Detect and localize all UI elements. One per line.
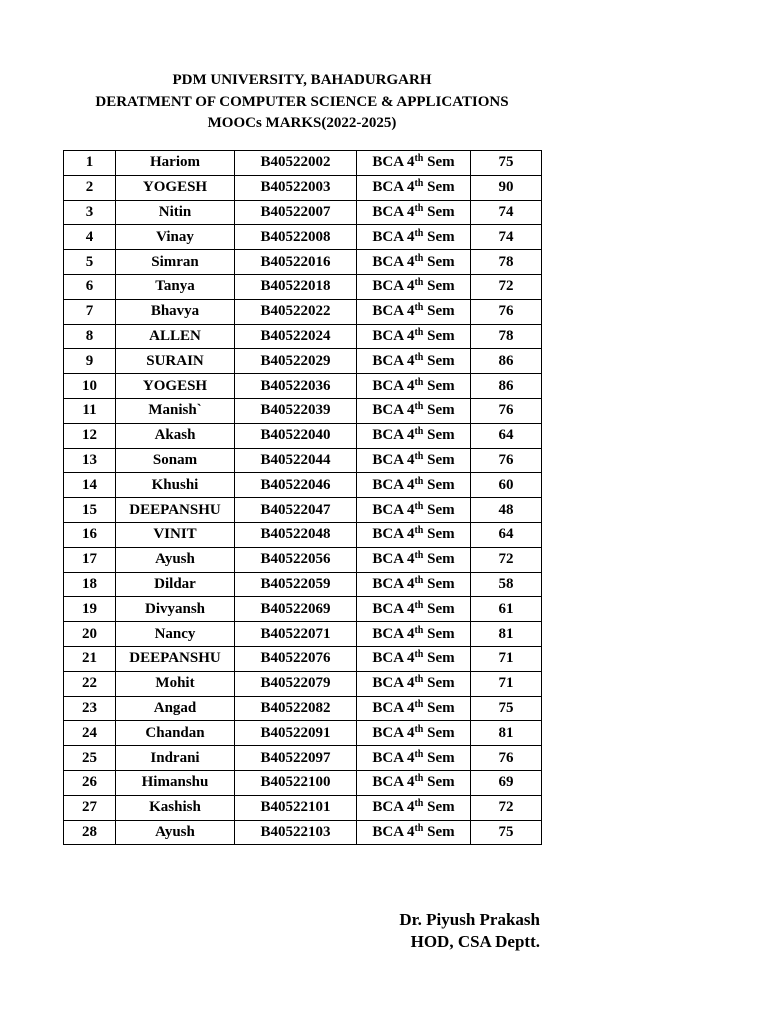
- class-cell: [357, 597, 471, 622]
- marks-cell: 86: [471, 374, 542, 399]
- marks-cell: 86: [471, 349, 542, 374]
- class-prefix: BCA 4: [372, 303, 415, 320]
- student-name-cell: Indrani: [116, 746, 235, 771]
- marks-table-body: [64, 151, 542, 845]
- student-name-cell: YOGESH: [116, 374, 235, 399]
- document-header: [0, 70, 604, 135]
- student-name-cell: SURAIN: [116, 349, 235, 374]
- signatory-name: Dr. Piyush Prakash: [399, 910, 540, 929]
- roll-number-cell: B40522101: [235, 795, 357, 820]
- roll-number-cell: B40522040: [235, 423, 357, 448]
- serial-number-cell: 28: [64, 820, 116, 845]
- table-row: [64, 622, 542, 647]
- marks-cell: 76: [471, 746, 542, 771]
- serial-number-cell: 12: [64, 423, 116, 448]
- roll-number-cell: B40522036: [235, 374, 357, 399]
- class-cell: [357, 175, 471, 200]
- student-name-cell: Kashish: [116, 795, 235, 820]
- class-cell: [357, 721, 471, 746]
- class-superscript: th: [414, 798, 424, 810]
- class-suffix: Sem: [423, 253, 455, 270]
- roll-number-cell: B40522024: [235, 324, 357, 349]
- class-superscript: th: [414, 252, 424, 264]
- class-suffix: Sem: [423, 402, 455, 419]
- class-prefix: BCA 4: [372, 749, 415, 766]
- class-superscript: th: [414, 822, 424, 834]
- class-superscript: th: [414, 401, 424, 413]
- class-prefix: BCA 4: [372, 575, 415, 592]
- student-name-cell: Akash: [116, 423, 235, 448]
- class-cell: [357, 746, 471, 771]
- roll-number-cell: B40522047: [235, 498, 357, 523]
- class-cell: [357, 299, 471, 324]
- class-cell: [357, 795, 471, 820]
- table-row: [64, 795, 542, 820]
- class-superscript: th: [414, 599, 424, 611]
- class-cell: [357, 820, 471, 845]
- student-name-cell: Nancy: [116, 622, 235, 647]
- class-suffix: Sem: [423, 600, 455, 617]
- document-title: MOOCs MARKS(2022-2025): [207, 115, 397, 131]
- class-superscript: th: [414, 624, 424, 636]
- class-prefix: BCA 4: [372, 427, 415, 444]
- student-name-cell: VINIT: [116, 522, 235, 547]
- student-name-cell: Vinay: [116, 225, 235, 250]
- marks-cell: 76: [471, 299, 542, 324]
- class-cell: [357, 225, 471, 250]
- roll-number-cell: B40522097: [235, 746, 357, 771]
- class-prefix: BCA 4: [372, 253, 415, 270]
- student-name-cell: YOGESH: [116, 175, 235, 200]
- class-superscript: th: [414, 649, 424, 661]
- student-name-cell: Mohit: [116, 671, 235, 696]
- class-suffix: Sem: [423, 179, 455, 196]
- student-name-cell: DEEPANSHU: [116, 646, 235, 671]
- marks-cell: 61: [471, 597, 542, 622]
- class-prefix: BCA 4: [372, 675, 415, 692]
- class-suffix: Sem: [423, 551, 455, 568]
- class-suffix: Sem: [423, 228, 455, 245]
- class-cell: [357, 324, 471, 349]
- student-name-cell: Khushi: [116, 473, 235, 498]
- student-name-cell: Simran: [116, 250, 235, 275]
- serial-number-cell: 5: [64, 250, 116, 275]
- marks-cell: 71: [471, 646, 542, 671]
- student-name-cell: Chandan: [116, 721, 235, 746]
- marks-cell: 78: [471, 324, 542, 349]
- student-name-cell: Bhavya: [116, 299, 235, 324]
- class-superscript: th: [414, 326, 424, 338]
- serial-number-cell: 13: [64, 448, 116, 473]
- class-prefix: BCA 4: [372, 352, 415, 369]
- student-name-cell: Divyansh: [116, 597, 235, 622]
- marks-cell: 90: [471, 175, 542, 200]
- class-prefix: BCA 4: [372, 823, 415, 840]
- roll-number-cell: B40522100: [235, 770, 357, 795]
- serial-number-cell: 19: [64, 597, 116, 622]
- student-name-cell: Sonam: [116, 448, 235, 473]
- class-superscript: th: [414, 153, 424, 165]
- roll-number-cell: B40522059: [235, 572, 357, 597]
- marks-cell: 48: [471, 498, 542, 523]
- class-cell: [357, 448, 471, 473]
- class-cell: [357, 646, 471, 671]
- serial-number-cell: 6: [64, 274, 116, 299]
- class-prefix: BCA 4: [372, 327, 415, 344]
- table-row: [64, 746, 542, 771]
- serial-number-cell: 3: [64, 200, 116, 225]
- class-cell: [357, 522, 471, 547]
- signatory-title: HOD, CSA Deptt.: [410, 932, 540, 951]
- class-prefix: BCA 4: [372, 551, 415, 568]
- class-superscript: th: [414, 550, 424, 562]
- roll-number-cell: B40522044: [235, 448, 357, 473]
- class-prefix: BCA 4: [372, 228, 415, 245]
- serial-number-cell: 15: [64, 498, 116, 523]
- table-row: [64, 423, 542, 448]
- class-cell: [357, 671, 471, 696]
- student-name-cell: Himanshu: [116, 770, 235, 795]
- class-cell: [357, 274, 471, 299]
- marks-cell: 75: [471, 820, 542, 845]
- roll-number-cell: B40522069: [235, 597, 357, 622]
- class-prefix: BCA 4: [372, 154, 415, 171]
- class-suffix: Sem: [423, 303, 455, 320]
- table-row: [64, 274, 542, 299]
- class-cell: [357, 349, 471, 374]
- class-suffix: Sem: [423, 451, 455, 468]
- serial-number-cell: 24: [64, 721, 116, 746]
- table-row: [64, 448, 542, 473]
- class-prefix: BCA 4: [372, 774, 415, 791]
- class-prefix: BCA 4: [372, 650, 415, 667]
- marks-cell: 72: [471, 274, 542, 299]
- class-suffix: Sem: [423, 154, 455, 171]
- class-cell: [357, 473, 471, 498]
- class-prefix: BCA 4: [372, 724, 415, 741]
- table-row: [64, 721, 542, 746]
- serial-number-cell: 1: [64, 151, 116, 176]
- class-suffix: Sem: [423, 675, 455, 692]
- class-cell: [357, 572, 471, 597]
- serial-number-cell: 11: [64, 398, 116, 423]
- roll-number-cell: B40522008: [235, 225, 357, 250]
- roll-number-cell: B40522016: [235, 250, 357, 275]
- table-row: [64, 175, 542, 200]
- roll-number-cell: B40522079: [235, 671, 357, 696]
- roll-number-cell: B40522091: [235, 721, 357, 746]
- student-name-cell: ALLEN: [116, 324, 235, 349]
- class-superscript: th: [414, 723, 424, 735]
- serial-number-cell: 14: [64, 473, 116, 498]
- class-suffix: Sem: [423, 575, 455, 592]
- table-row: [64, 770, 542, 795]
- serial-number-cell: 25: [64, 746, 116, 771]
- table-row: [64, 646, 542, 671]
- student-name-cell: Ayush: [116, 547, 235, 572]
- class-superscript: th: [414, 475, 424, 487]
- student-name-cell: Ayush: [116, 820, 235, 845]
- roll-number-cell: B40522046: [235, 473, 357, 498]
- class-cell: [357, 498, 471, 523]
- student-name-cell: Tanya: [116, 274, 235, 299]
- student-name-cell: Angad: [116, 696, 235, 721]
- serial-number-cell: 7: [64, 299, 116, 324]
- serial-number-cell: 23: [64, 696, 116, 721]
- class-superscript: th: [414, 773, 424, 785]
- class-prefix: BCA 4: [372, 179, 415, 196]
- class-prefix: BCA 4: [372, 203, 415, 220]
- class-prefix: BCA 4: [372, 476, 415, 493]
- table-row: [64, 200, 542, 225]
- class-superscript: th: [414, 351, 424, 363]
- class-superscript: th: [414, 376, 424, 388]
- class-cell: [357, 622, 471, 647]
- class-suffix: Sem: [423, 476, 455, 493]
- class-suffix: Sem: [423, 650, 455, 667]
- marks-cell: 69: [471, 770, 542, 795]
- student-name-cell: Hariom: [116, 151, 235, 176]
- marks-cell: 78: [471, 250, 542, 275]
- class-cell: [357, 374, 471, 399]
- student-name-cell: Manish`: [116, 398, 235, 423]
- marks-cell: 74: [471, 225, 542, 250]
- serial-number-cell: 9: [64, 349, 116, 374]
- table-row: [64, 696, 542, 721]
- table-row: [64, 398, 542, 423]
- table-row: [64, 572, 542, 597]
- roll-number-cell: B40522056: [235, 547, 357, 572]
- marks-cell: 76: [471, 448, 542, 473]
- serial-number-cell: 2: [64, 175, 116, 200]
- table-row: [64, 324, 542, 349]
- class-cell: [357, 696, 471, 721]
- class-suffix: Sem: [423, 749, 455, 766]
- class-prefix: BCA 4: [372, 526, 415, 543]
- class-cell: [357, 200, 471, 225]
- class-prefix: BCA 4: [372, 501, 415, 518]
- roll-number-cell: B40522082: [235, 696, 357, 721]
- class-suffix: Sem: [423, 327, 455, 344]
- marks-cell: 81: [471, 721, 542, 746]
- marks-cell: 60: [471, 473, 542, 498]
- table-row: [64, 820, 542, 845]
- class-superscript: th: [414, 426, 424, 438]
- marks-cell: 76: [471, 398, 542, 423]
- table-row: [64, 597, 542, 622]
- table-row: [64, 250, 542, 275]
- marks-cell: 75: [471, 696, 542, 721]
- class-suffix: Sem: [423, 625, 455, 642]
- class-suffix: Sem: [423, 203, 455, 220]
- class-suffix: Sem: [423, 427, 455, 444]
- class-superscript: th: [414, 277, 424, 289]
- class-prefix: BCA 4: [372, 799, 415, 816]
- class-suffix: Sem: [423, 501, 455, 518]
- serial-number-cell: 27: [64, 795, 116, 820]
- serial-number-cell: 22: [64, 671, 116, 696]
- serial-number-cell: 18: [64, 572, 116, 597]
- marks-cell: 58: [471, 572, 542, 597]
- class-superscript: th: [414, 202, 424, 214]
- class-superscript: th: [414, 227, 424, 239]
- marks-cell: 75: [471, 151, 542, 176]
- class-suffix: Sem: [423, 278, 455, 295]
- class-cell: [357, 250, 471, 275]
- class-cell: [357, 151, 471, 176]
- class-suffix: Sem: [423, 724, 455, 741]
- table-row: [64, 349, 542, 374]
- class-suffix: Sem: [423, 699, 455, 716]
- class-prefix: BCA 4: [372, 699, 415, 716]
- serial-number-cell: 21: [64, 646, 116, 671]
- class-cell: [357, 398, 471, 423]
- marks-cell: 72: [471, 795, 542, 820]
- class-suffix: Sem: [423, 377, 455, 394]
- class-superscript: th: [414, 748, 424, 760]
- table-row: [64, 547, 542, 572]
- roll-number-cell: B40522076: [235, 646, 357, 671]
- serial-number-cell: 10: [64, 374, 116, 399]
- table-row: [64, 522, 542, 547]
- marks-cell: 72: [471, 547, 542, 572]
- student-name-cell: Nitin: [116, 200, 235, 225]
- class-prefix: BCA 4: [372, 600, 415, 617]
- roll-number-cell: B40522103: [235, 820, 357, 845]
- signature-block: [399, 909, 540, 953]
- class-prefix: BCA 4: [372, 278, 415, 295]
- marks-cell: 71: [471, 671, 542, 696]
- serial-number-cell: 4: [64, 225, 116, 250]
- class-cell: [357, 770, 471, 795]
- class-suffix: Sem: [423, 526, 455, 543]
- table-row: [64, 498, 542, 523]
- class-superscript: th: [414, 525, 424, 537]
- student-name-cell: DEEPANSHU: [116, 498, 235, 523]
- marks-cell: 81: [471, 622, 542, 647]
- class-cell: [357, 547, 471, 572]
- serial-number-cell: 20: [64, 622, 116, 647]
- class-cell: [357, 423, 471, 448]
- class-suffix: Sem: [423, 352, 455, 369]
- class-prefix: BCA 4: [372, 625, 415, 642]
- class-prefix: BCA 4: [372, 402, 415, 419]
- table-row: [64, 299, 542, 324]
- table-row: [64, 151, 542, 176]
- roll-number-cell: B40522048: [235, 522, 357, 547]
- serial-number-cell: 8: [64, 324, 116, 349]
- marks-cell: 74: [471, 200, 542, 225]
- roll-number-cell: B40522018: [235, 274, 357, 299]
- university-name: PDM UNIVERSITY, BAHADURGARH: [172, 72, 432, 88]
- serial-number-cell: 26: [64, 770, 116, 795]
- marks-cell: 64: [471, 423, 542, 448]
- table-row: [64, 225, 542, 250]
- marks-cell: 64: [471, 522, 542, 547]
- table-row: [64, 671, 542, 696]
- class-superscript: th: [414, 178, 424, 190]
- table-row: [64, 473, 542, 498]
- class-suffix: Sem: [423, 799, 455, 816]
- roll-number-cell: B40522071: [235, 622, 357, 647]
- class-superscript: th: [414, 574, 424, 586]
- roll-number-cell: B40522039: [235, 398, 357, 423]
- class-superscript: th: [414, 500, 424, 512]
- roll-number-cell: B40522002: [235, 151, 357, 176]
- class-superscript: th: [414, 450, 424, 462]
- department-name: DERATMENT OF COMPUTER SCIENCE & APPLICATIONS: [95, 93, 509, 110]
- class-suffix: Sem: [423, 774, 455, 791]
- class-superscript: th: [414, 698, 424, 710]
- class-suffix: Sem: [423, 823, 455, 840]
- student-name-cell: Dildar: [116, 572, 235, 597]
- class-superscript: th: [414, 302, 424, 314]
- class-prefix: BCA 4: [372, 451, 415, 468]
- serial-number-cell: 16: [64, 522, 116, 547]
- class-prefix: BCA 4: [372, 377, 415, 394]
- roll-number-cell: B40522022: [235, 299, 357, 324]
- class-superscript: th: [414, 674, 424, 686]
- serial-number-cell: 17: [64, 547, 116, 572]
- roll-number-cell: B40522007: [235, 200, 357, 225]
- marks-table: [63, 150, 542, 845]
- roll-number-cell: B40522003: [235, 175, 357, 200]
- roll-number-cell: B40522029: [235, 349, 357, 374]
- table-row: [64, 374, 542, 399]
